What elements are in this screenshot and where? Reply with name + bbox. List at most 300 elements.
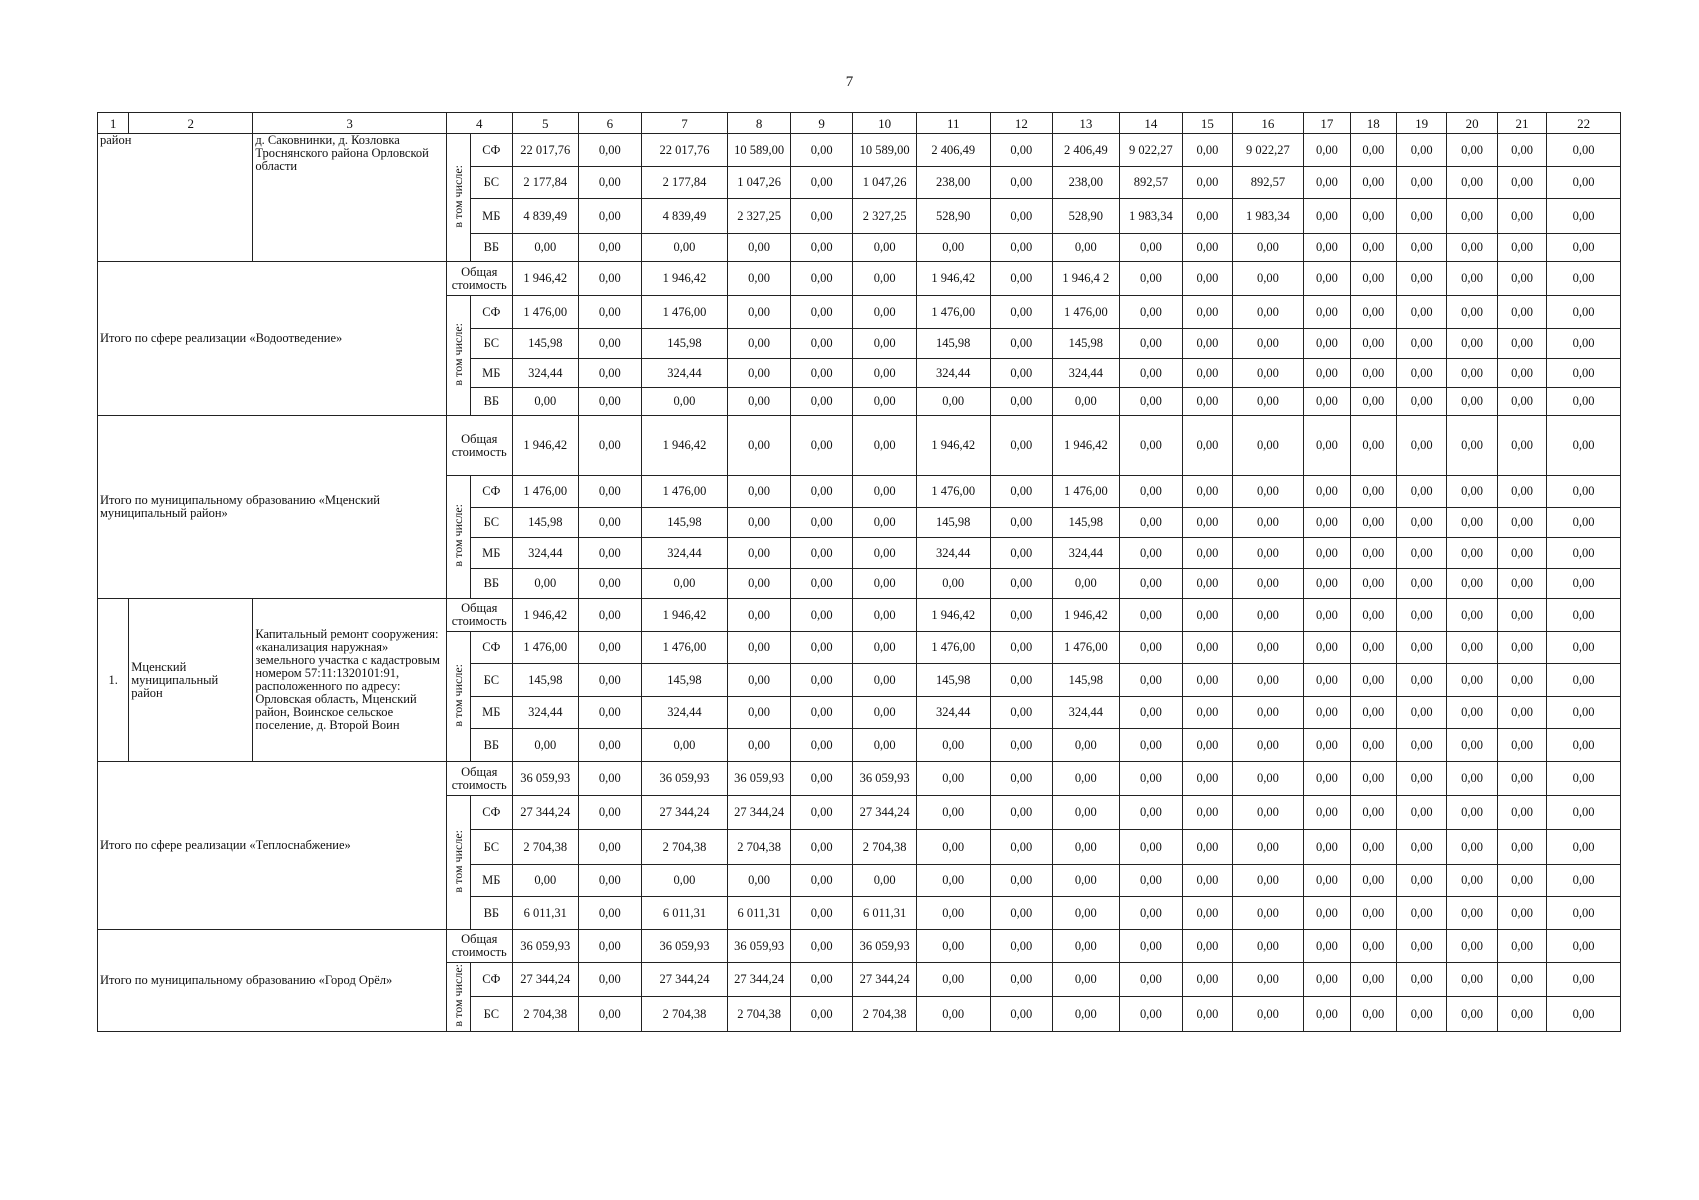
value-cell: 0,00 bbox=[641, 388, 728, 416]
value-cell: 0,00 bbox=[1119, 865, 1183, 897]
header-cell: 17 bbox=[1304, 113, 1350, 134]
value-cell: 2 704,38 bbox=[853, 997, 917, 1032]
value-cell: 0,00 bbox=[1497, 897, 1546, 930]
total-label: Общая стоимость bbox=[446, 262, 512, 296]
value-cell: 0,00 bbox=[1447, 762, 1497, 796]
value-cell: 0,00 bbox=[1232, 359, 1304, 388]
value-cell: 0,00 bbox=[790, 865, 853, 897]
value-cell: 0,00 bbox=[990, 599, 1053, 632]
value-cell: 0,00 bbox=[1232, 599, 1304, 632]
source-label: ВБ bbox=[471, 897, 512, 930]
value-cell: 0,00 bbox=[1547, 476, 1621, 508]
value-cell: 0,00 bbox=[1350, 729, 1396, 762]
value-cell: 2 177,84 bbox=[641, 167, 728, 199]
source-label: МБ bbox=[471, 865, 512, 897]
value-cell: 0,00 bbox=[1350, 359, 1396, 388]
value-cell: 0,00 bbox=[728, 538, 791, 569]
value-cell: 0,00 bbox=[641, 569, 728, 599]
value-cell: 0,00 bbox=[1547, 632, 1621, 664]
total-row bbox=[98, 262, 1621, 296]
value-cell: 0,00 bbox=[1232, 538, 1304, 569]
value-cell: 528,90 bbox=[916, 199, 990, 234]
value-cell: 0,00 bbox=[1119, 762, 1183, 796]
value-cell: 0,00 bbox=[1447, 865, 1497, 897]
value-cell: 145,98 bbox=[512, 664, 579, 697]
value-cell: 1 476,00 bbox=[512, 476, 579, 508]
value-cell: 0,00 bbox=[1304, 508, 1350, 538]
value-cell: 145,98 bbox=[1053, 508, 1120, 538]
value-cell: 0,00 bbox=[990, 538, 1053, 569]
value-cell: 10 589,00 bbox=[728, 134, 791, 167]
value-cell: 0,00 bbox=[1447, 830, 1497, 865]
value-cell: 0,00 bbox=[990, 762, 1053, 796]
value-cell: 0,00 bbox=[1547, 234, 1621, 262]
value-cell: 0,00 bbox=[1232, 234, 1304, 262]
value-cell: 0,00 bbox=[1304, 599, 1350, 632]
value-cell: 0,00 bbox=[1447, 729, 1497, 762]
value-cell: 0,00 bbox=[1396, 538, 1446, 569]
value-cell: 0,00 bbox=[1497, 234, 1546, 262]
value-cell: 0,00 bbox=[790, 930, 853, 963]
value-cell: 27 344,24 bbox=[512, 963, 579, 997]
value-cell: 0,00 bbox=[1119, 997, 1183, 1032]
vtom-text: в том числе: bbox=[451, 829, 466, 893]
value-cell: 0,00 bbox=[1497, 697, 1546, 729]
value-cell: 0,00 bbox=[1547, 199, 1621, 234]
value-cell: 0,00 bbox=[728, 359, 791, 388]
value-cell: 0,00 bbox=[1304, 569, 1350, 599]
value-cell: 0,00 bbox=[1183, 167, 1232, 199]
vtom-label bbox=[446, 476, 470, 599]
value-cell: 0,00 bbox=[1350, 664, 1396, 697]
value-cell: 0,00 bbox=[1547, 508, 1621, 538]
value-cell: 0,00 bbox=[1304, 359, 1350, 388]
value-cell: 0,00 bbox=[916, 234, 990, 262]
value-cell: 2 704,38 bbox=[853, 830, 917, 865]
value-cell: 0,00 bbox=[1497, 963, 1546, 997]
value-cell: 0,00 bbox=[916, 865, 990, 897]
value-cell: 324,44 bbox=[1053, 538, 1120, 569]
value-cell: 0,00 bbox=[853, 476, 917, 508]
value-cell: 0,00 bbox=[1547, 963, 1621, 997]
value-cell: 0,00 bbox=[1119, 697, 1183, 729]
value-cell: 0,00 bbox=[1497, 762, 1546, 796]
source-label: БС bbox=[471, 664, 512, 697]
value-cell: 0,00 bbox=[1447, 388, 1497, 416]
header-cell: 20 bbox=[1447, 113, 1497, 134]
value-cell: 0,00 bbox=[1119, 262, 1183, 296]
value-cell: 1 047,26 bbox=[728, 167, 791, 199]
value-cell: 0,00 bbox=[1396, 262, 1446, 296]
value-cell: 0,00 bbox=[728, 697, 791, 729]
header-cell: 21 bbox=[1497, 113, 1546, 134]
value-cell: 0,00 bbox=[579, 199, 642, 234]
value-cell: 0,00 bbox=[579, 632, 642, 664]
source-label: БС bbox=[471, 830, 512, 865]
value-cell: 324,44 bbox=[512, 359, 579, 388]
value-cell: 0,00 bbox=[1497, 830, 1546, 865]
header-cell: 14 bbox=[1119, 113, 1183, 134]
value-cell: 0,00 bbox=[1232, 388, 1304, 416]
value-cell: 6 011,31 bbox=[512, 897, 579, 930]
value-cell: 0,00 bbox=[790, 599, 853, 632]
value-cell: 22 017,76 bbox=[512, 134, 579, 167]
value-cell: 0,00 bbox=[1396, 632, 1446, 664]
value-cell: 36 059,93 bbox=[728, 930, 791, 963]
vtom-label bbox=[446, 134, 470, 262]
value-cell: 0,00 bbox=[579, 569, 642, 599]
header-cell: 2 bbox=[129, 113, 253, 134]
value-cell: 0,00 bbox=[1547, 388, 1621, 416]
header-cell: 12 bbox=[990, 113, 1053, 134]
value-cell: 0,00 bbox=[790, 388, 853, 416]
value-cell: 0,00 bbox=[1547, 262, 1621, 296]
value-cell: 145,98 bbox=[512, 508, 579, 538]
value-cell: 0,00 bbox=[1497, 930, 1546, 963]
value-cell: 0,00 bbox=[1447, 632, 1497, 664]
value-cell: 0,00 bbox=[1053, 796, 1120, 830]
value-cell: 0,00 bbox=[1547, 599, 1621, 632]
value-cell: 1 946,42 bbox=[1053, 599, 1120, 632]
value-cell: 0,00 bbox=[1447, 359, 1497, 388]
value-cell: 0,00 bbox=[1396, 359, 1446, 388]
header-cell: 19 bbox=[1396, 113, 1446, 134]
value-cell: 238,00 bbox=[1053, 167, 1120, 199]
value-cell: 0,00 bbox=[1497, 476, 1546, 508]
value-cell: 1 946,42 bbox=[1053, 416, 1120, 476]
value-cell: 0,00 bbox=[1304, 296, 1350, 329]
value-cell: 0,00 bbox=[1396, 388, 1446, 416]
source-label: СФ bbox=[471, 296, 512, 329]
value-cell: 0,00 bbox=[1304, 796, 1350, 830]
value-cell: 0,00 bbox=[1547, 416, 1621, 476]
section-title: Итого по сфере реализации «Теплоснабжение» bbox=[98, 762, 447, 930]
value-cell: 0,00 bbox=[1547, 167, 1621, 199]
value-cell: 0,00 bbox=[579, 134, 642, 167]
value-cell: 0,00 bbox=[853, 262, 917, 296]
value-cell: 0,00 bbox=[790, 296, 853, 329]
item-number: 1. bbox=[98, 599, 129, 762]
value-cell: 0,00 bbox=[1497, 997, 1546, 1032]
value-cell: 0,00 bbox=[1304, 388, 1350, 416]
value-cell: 0,00 bbox=[1396, 865, 1446, 897]
value-cell: 0,00 bbox=[1350, 997, 1396, 1032]
value-cell: 1 946,42 bbox=[512, 416, 579, 476]
value-cell: 0,00 bbox=[990, 199, 1053, 234]
value-cell: 0,00 bbox=[1053, 569, 1120, 599]
value-cell: 0,00 bbox=[728, 865, 791, 897]
value-cell: 0,00 bbox=[1447, 599, 1497, 632]
value-cell: 0,00 bbox=[1183, 762, 1232, 796]
value-cell: 145,98 bbox=[641, 329, 728, 359]
value-cell: 0,00 bbox=[728, 664, 791, 697]
value-cell: 0,00 bbox=[1183, 329, 1232, 359]
source-label: МБ bbox=[471, 199, 512, 234]
value-cell: 0,00 bbox=[1183, 632, 1232, 664]
value-cell: 0,00 bbox=[1396, 416, 1446, 476]
source-label: СФ bbox=[471, 134, 512, 167]
value-cell: 0,00 bbox=[1183, 296, 1232, 329]
value-cell: 0,00 bbox=[1350, 234, 1396, 262]
value-cell: 36 059,93 bbox=[641, 930, 728, 963]
value-cell: 36 059,93 bbox=[512, 762, 579, 796]
value-cell: 0,00 bbox=[579, 796, 642, 830]
value-cell: 0,00 bbox=[1447, 569, 1497, 599]
value-cell: 0,00 bbox=[853, 296, 917, 329]
value-cell: 0,00 bbox=[512, 234, 579, 262]
value-cell: 0,00 bbox=[1119, 416, 1183, 476]
value-cell: 0,00 bbox=[1232, 296, 1304, 329]
value-cell: 0,00 bbox=[853, 538, 917, 569]
value-cell: 0,00 bbox=[1232, 632, 1304, 664]
value-cell: 0,00 bbox=[916, 897, 990, 930]
value-cell: 324,44 bbox=[641, 359, 728, 388]
header-cell: 18 bbox=[1350, 113, 1396, 134]
value-cell: 324,44 bbox=[916, 359, 990, 388]
value-cell: 0,00 bbox=[1053, 963, 1120, 997]
value-cell: 0,00 bbox=[790, 697, 853, 729]
value-cell: 0,00 bbox=[1350, 865, 1396, 897]
value-cell: 0,00 bbox=[1350, 167, 1396, 199]
value-cell: 0,00 bbox=[1447, 234, 1497, 262]
value-cell: 0,00 bbox=[1304, 865, 1350, 897]
vtom-text: в том числе: bbox=[451, 164, 466, 228]
value-cell: 0,00 bbox=[1304, 234, 1350, 262]
value-cell: 1 476,00 bbox=[512, 296, 579, 329]
header-cell: 16 bbox=[1232, 113, 1304, 134]
value-cell: 0,00 bbox=[1396, 997, 1446, 1032]
value-cell: 0,00 bbox=[1447, 329, 1497, 359]
value-cell: 6 011,31 bbox=[853, 897, 917, 930]
value-cell: 0,00 bbox=[1497, 632, 1546, 664]
value-cell: 0,00 bbox=[1396, 963, 1446, 997]
value-cell: 324,44 bbox=[1053, 697, 1120, 729]
table-body bbox=[98, 113, 1621, 1032]
value-cell: 0,00 bbox=[1183, 729, 1232, 762]
value-cell: 0,00 bbox=[1304, 632, 1350, 664]
item-district: Мценский муниципальный район bbox=[129, 599, 253, 762]
value-cell: 1 476,00 bbox=[916, 476, 990, 508]
value-cell: 0,00 bbox=[916, 830, 990, 865]
vtom-text: в том числе: bbox=[451, 322, 466, 386]
value-cell: 0,00 bbox=[990, 359, 1053, 388]
value-cell: 0,00 bbox=[1232, 416, 1304, 476]
value-cell: 0,00 bbox=[1396, 897, 1446, 930]
value-cell: 0,00 bbox=[1119, 930, 1183, 963]
value-cell: 0,00 bbox=[579, 697, 642, 729]
value-cell: 0,00 bbox=[579, 963, 642, 997]
value-cell: 0,00 bbox=[853, 865, 917, 897]
value-cell: 36 059,93 bbox=[641, 762, 728, 796]
value-cell: 0,00 bbox=[853, 234, 917, 262]
source-row bbox=[98, 134, 1621, 167]
header-cell: 3 bbox=[253, 113, 447, 134]
value-cell: 1 476,00 bbox=[1053, 632, 1120, 664]
object-address: д. Саковнинки, д. Козловка Троснянского района Орловской области bbox=[253, 134, 447, 262]
value-cell: 0,00 bbox=[1232, 865, 1304, 897]
value-cell: 0,00 bbox=[990, 167, 1053, 199]
value-cell: 0,00 bbox=[990, 697, 1053, 729]
value-cell: 0,00 bbox=[1304, 416, 1350, 476]
value-cell: 0,00 bbox=[790, 199, 853, 234]
source-label: ВБ bbox=[471, 569, 512, 599]
value-cell: 0,00 bbox=[1350, 599, 1396, 632]
value-cell: 0,00 bbox=[1447, 199, 1497, 234]
value-cell: 0,00 bbox=[1350, 329, 1396, 359]
value-cell: 0,00 bbox=[1119, 538, 1183, 569]
value-cell: 0,00 bbox=[1396, 762, 1446, 796]
value-cell: 1 476,00 bbox=[916, 632, 990, 664]
value-cell: 0,00 bbox=[1304, 897, 1350, 930]
total-label: Общая стоимость bbox=[446, 416, 512, 476]
value-cell: 0,00 bbox=[641, 729, 728, 762]
value-cell: 0,00 bbox=[990, 796, 1053, 830]
value-cell: 0,00 bbox=[1119, 476, 1183, 508]
header-cell: 15 bbox=[1183, 113, 1232, 134]
value-cell: 0,00 bbox=[1350, 134, 1396, 167]
value-cell: 0,00 bbox=[916, 930, 990, 963]
value-cell: 27 344,24 bbox=[512, 796, 579, 830]
value-cell: 0,00 bbox=[579, 388, 642, 416]
value-cell: 145,98 bbox=[641, 508, 728, 538]
value-cell: 6 011,31 bbox=[728, 897, 791, 930]
value-cell: 36 059,93 bbox=[728, 762, 791, 796]
source-label: СФ bbox=[471, 796, 512, 830]
value-cell: 2 704,38 bbox=[728, 997, 791, 1032]
value-cell: 0,00 bbox=[1232, 897, 1304, 930]
value-cell: 0,00 bbox=[579, 167, 642, 199]
value-cell: 0,00 bbox=[990, 476, 1053, 508]
value-cell: 0,00 bbox=[916, 963, 990, 997]
value-cell: 0,00 bbox=[512, 388, 579, 416]
value-cell: 0,00 bbox=[853, 569, 917, 599]
value-cell: 0,00 bbox=[990, 329, 1053, 359]
value-cell: 0,00 bbox=[1053, 897, 1120, 930]
source-label: МБ bbox=[471, 697, 512, 729]
value-cell: 0,00 bbox=[1304, 997, 1350, 1032]
value-cell: 10 589,00 bbox=[853, 134, 917, 167]
header-cell: 9 bbox=[790, 113, 853, 134]
value-cell: 0,00 bbox=[1232, 329, 1304, 359]
value-cell: 0,00 bbox=[1447, 296, 1497, 329]
value-cell: 324,44 bbox=[1053, 359, 1120, 388]
value-cell: 0,00 bbox=[579, 997, 642, 1032]
value-cell: 9 022,27 bbox=[1232, 134, 1304, 167]
value-cell: 0,00 bbox=[1547, 796, 1621, 830]
item-description: Капитальный ремонт сооружения: «канализация наружная» земельного участка с кадастровым номером 57:11:1320101:91, расположенного по адресу: Орловская область, Мценский район, Воинское сельское поселение, д. Второй Воин bbox=[253, 599, 447, 762]
value-cell: 0,00 bbox=[1183, 359, 1232, 388]
value-cell: 0,00 bbox=[1497, 538, 1546, 569]
value-cell: 324,44 bbox=[641, 697, 728, 729]
value-cell: 0,00 bbox=[641, 234, 728, 262]
value-cell: 0,00 bbox=[1304, 167, 1350, 199]
value-cell: 0,00 bbox=[1447, 796, 1497, 830]
value-cell: 0,00 bbox=[1447, 664, 1497, 697]
value-cell: 0,00 bbox=[853, 697, 917, 729]
value-cell: 145,98 bbox=[1053, 329, 1120, 359]
value-cell: 145,98 bbox=[916, 508, 990, 538]
value-cell: 0,00 bbox=[579, 296, 642, 329]
source-label: СФ bbox=[471, 963, 512, 997]
value-cell: 0,00 bbox=[790, 538, 853, 569]
value-cell: 0,00 bbox=[1053, 997, 1120, 1032]
value-cell: 0,00 bbox=[728, 262, 791, 296]
value-cell: 1 983,34 bbox=[1119, 199, 1183, 234]
value-cell: 0,00 bbox=[853, 729, 917, 762]
value-cell: 0,00 bbox=[916, 997, 990, 1032]
value-cell: 0,00 bbox=[853, 632, 917, 664]
value-cell: 27 344,24 bbox=[641, 963, 728, 997]
value-cell: 0,00 bbox=[1304, 262, 1350, 296]
value-cell: 0,00 bbox=[1497, 134, 1546, 167]
value-cell: 0,00 bbox=[1447, 416, 1497, 476]
value-cell: 0,00 bbox=[790, 234, 853, 262]
value-cell: 0,00 bbox=[728, 632, 791, 664]
value-cell: 0,00 bbox=[728, 296, 791, 329]
value-cell: 0,00 bbox=[1183, 388, 1232, 416]
value-cell: 0,00 bbox=[1396, 729, 1446, 762]
value-cell: 1 047,26 bbox=[853, 167, 917, 199]
value-cell: 0,00 bbox=[1447, 897, 1497, 930]
value-cell: 0,00 bbox=[1232, 930, 1304, 963]
value-cell: 0,00 bbox=[1232, 697, 1304, 729]
value-cell: 0,00 bbox=[1183, 997, 1232, 1032]
value-cell: 0,00 bbox=[1183, 569, 1232, 599]
value-cell: 0,00 bbox=[1350, 296, 1396, 329]
value-cell: 0,00 bbox=[853, 664, 917, 697]
source-label: ВБ bbox=[471, 388, 512, 416]
source-label: БС bbox=[471, 167, 512, 199]
value-cell: 0,00 bbox=[1447, 262, 1497, 296]
value-cell: 2 704,38 bbox=[512, 997, 579, 1032]
value-cell: 0,00 bbox=[512, 729, 579, 762]
value-cell: 0,00 bbox=[579, 329, 642, 359]
value-cell: 1 946,42 bbox=[512, 262, 579, 296]
value-cell: 0,00 bbox=[1396, 234, 1446, 262]
value-cell: 0,00 bbox=[990, 416, 1053, 476]
value-cell: 2 327,25 bbox=[728, 199, 791, 234]
value-cell: 0,00 bbox=[790, 963, 853, 997]
value-cell: 0,00 bbox=[1119, 329, 1183, 359]
value-cell: 0,00 bbox=[1304, 930, 1350, 963]
header-cell: 7 bbox=[641, 113, 728, 134]
vtom-text: в том числе: bbox=[451, 964, 466, 1027]
value-cell: 0,00 bbox=[1547, 664, 1621, 697]
value-cell: 0,00 bbox=[1497, 508, 1546, 538]
col2-cell: район bbox=[98, 134, 253, 262]
value-cell: 0,00 bbox=[790, 508, 853, 538]
vtom-label bbox=[446, 296, 470, 416]
value-cell: 528,90 bbox=[1053, 199, 1120, 234]
value-cell: 27 344,24 bbox=[853, 963, 917, 997]
vtom-label bbox=[446, 963, 470, 1032]
value-cell: 0,00 bbox=[1547, 930, 1621, 963]
value-cell: 0,00 bbox=[579, 538, 642, 569]
value-cell: 0,00 bbox=[1547, 762, 1621, 796]
value-cell: 0,00 bbox=[1350, 538, 1396, 569]
value-cell: 0,00 bbox=[1119, 599, 1183, 632]
value-cell: 0,00 bbox=[1447, 508, 1497, 538]
value-cell: 0,00 bbox=[1547, 997, 1621, 1032]
value-cell: 238,00 bbox=[916, 167, 990, 199]
value-cell: 0,00 bbox=[1232, 476, 1304, 508]
value-cell: 36 059,93 bbox=[853, 762, 917, 796]
value-cell: 0,00 bbox=[1350, 199, 1396, 234]
value-cell: 0,00 bbox=[1183, 234, 1232, 262]
value-cell: 324,44 bbox=[512, 697, 579, 729]
value-cell: 0,00 bbox=[1232, 664, 1304, 697]
value-cell: 0,00 bbox=[990, 296, 1053, 329]
